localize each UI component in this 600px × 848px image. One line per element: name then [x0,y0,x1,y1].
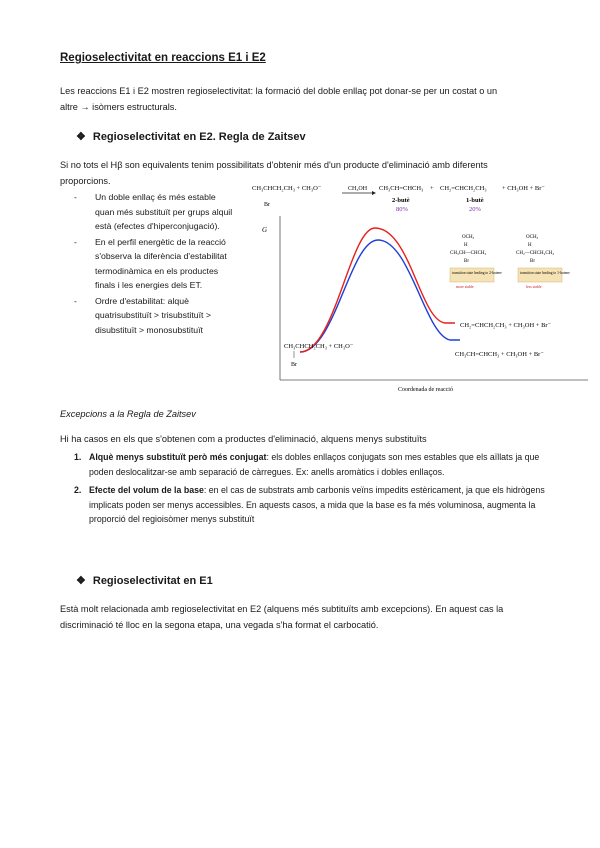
curve-high-product-label: CH₂=CHCH₂CH₃ + CH₃OH + Br⁻ [460,322,552,329]
svg-text:Br: Br [530,259,535,264]
list-item: 2. Efecte del volum de la base: en el cas de substrats amb carbonis veïns impedits estèricament, ja que els hidrògens implicats poden ser menys accessibles. En aquests casos, a mida que la base es fa més voluminosa, augmenta la proporció del regioisòmer menys substituït [74,485,545,525]
label-1-butene: 1-butè [466,197,484,204]
curve-low-product-label: CH₃CH=CHCH₃ + CH₃OH + Br⁻ [455,351,544,358]
exceptions-heading: Excepcions a la Regla de Zaitsev [60,409,196,419]
pct-1-butene: 20% [469,206,481,213]
energy-profile-figure [250,180,595,395]
list-item: - Un doble enllaç és més estable quan més substituït per grups alquil està (efectes d'hiperconjugació). [72,190,237,234]
arrow-head-icon [372,191,376,195]
intro-paragraph [60,84,560,115]
reaction-product-1: CH₃CH=CHCH₃ [379,185,424,192]
ts-label-right: transition state leading to 1-butene [520,271,570,275]
list-item: - Ordre d'estabilitat: alquè quatrisubstituït > trisubstituït > disubstituït > monosubstituït [72,294,237,338]
e1-line-2: discriminació té lloc en la segona etapa, una vegada s'ha format el carbocatió. [60,619,379,630]
reaction-arrow-reagent: CH₃OH [348,186,368,192]
reaction-reactant: CH₃CHCH₂CH₃ + CH₃O⁻ [252,185,322,192]
y-axis-label: G [262,226,268,234]
svg-text:OCH₃: OCH₃ [526,235,539,240]
intro-line-1: Les reaccions E1 i E2 mostren regioselectivitat: la formació del doble enllaç pot donar-se per un costat o un [60,86,498,96]
ts-structure-right [516,235,570,289]
intro-line-2: altre → isòmers estructurals. [60,101,177,112]
reaction-product-2: CH₂=CHCH₂CH₃ [440,185,487,192]
blue-curve [300,240,460,352]
red-curve [300,228,455,352]
e2-intro-line-1: Si no tots el Hβ son equivalents tenim possibilitats d'obtenir més d'un producte d'eliminació amb diferents [60,160,488,170]
pct-2-butene: 80% [396,206,408,213]
svg-text:H: H [464,243,468,248]
curve-reactant-br: Br [291,362,297,368]
ts-note-left: more stable [456,285,474,289]
e2-intro-line-2: proporcions. [60,175,111,186]
reaction-byproducts: + CH₃OH + Br⁻ [502,185,545,192]
curve-reactant-label: CH₃CHCH₂CH₃ + CH₃O⁻ [284,343,354,350]
exceptions-list [60,450,550,531]
list-item: 1. Alquè menys substituït però més conjugat: els dobles enllaços conjugats son mes estables que els aïllats ja que poden deslocalitzar-se amb separació de càrregues. Ex: anells aromàtics i dobles enllaços. [74,452,540,477]
e1-line-1: Està molt relacionada amb regioselectivitat en E2 (alquens més subtituïts amb excepcions). En aquest cas la [60,604,504,614]
page-title: Regioselectivitat en reaccions E1 i E2 [60,52,266,64]
x-axis-label: Coordenada de reacció [398,387,453,393]
svg-text:CH₂—CHCH₂CH₃: CH₂—CHCH₂CH₃ [516,251,555,256]
label-2-butene: 2-butè [392,197,410,204]
exceptions-intro: Hi ha casos en els que s'obtenen com a productes d'eliminació, alquens menys substituïts [60,434,427,444]
svg-text:+: + [430,185,434,192]
ts-note-right: less stable [526,285,542,289]
ts-structure-left [450,235,502,289]
ts-label-left: transition state leading to 2-butene [452,271,502,275]
svg-text:H: H [528,243,532,248]
section-e2-heading: ❖ Regioselectivitat en E2. Regla de Zaitsev [76,131,306,143]
svg-text:CH₃CH—CHCH₃: CH₃CH—CHCH₃ [450,251,487,256]
list-item: - En el perfil energètic de la reacció s'observa la diferència d'estabilitat termodinàmica en els productes finals i les energies dels ET. [72,235,237,293]
e1-paragraph [60,602,580,633]
diamond-bullet-icon: ❖ [76,131,86,143]
reactant-br: Br [264,202,270,208]
svg-text:Br: Br [464,259,469,264]
svg-text:OCH₃: OCH₃ [462,235,475,240]
section-e1-heading: ❖ Regioselectivitat en E1 [76,575,213,587]
e2-bullet-list [72,190,237,338]
diamond-bullet-icon: ❖ [76,575,86,587]
